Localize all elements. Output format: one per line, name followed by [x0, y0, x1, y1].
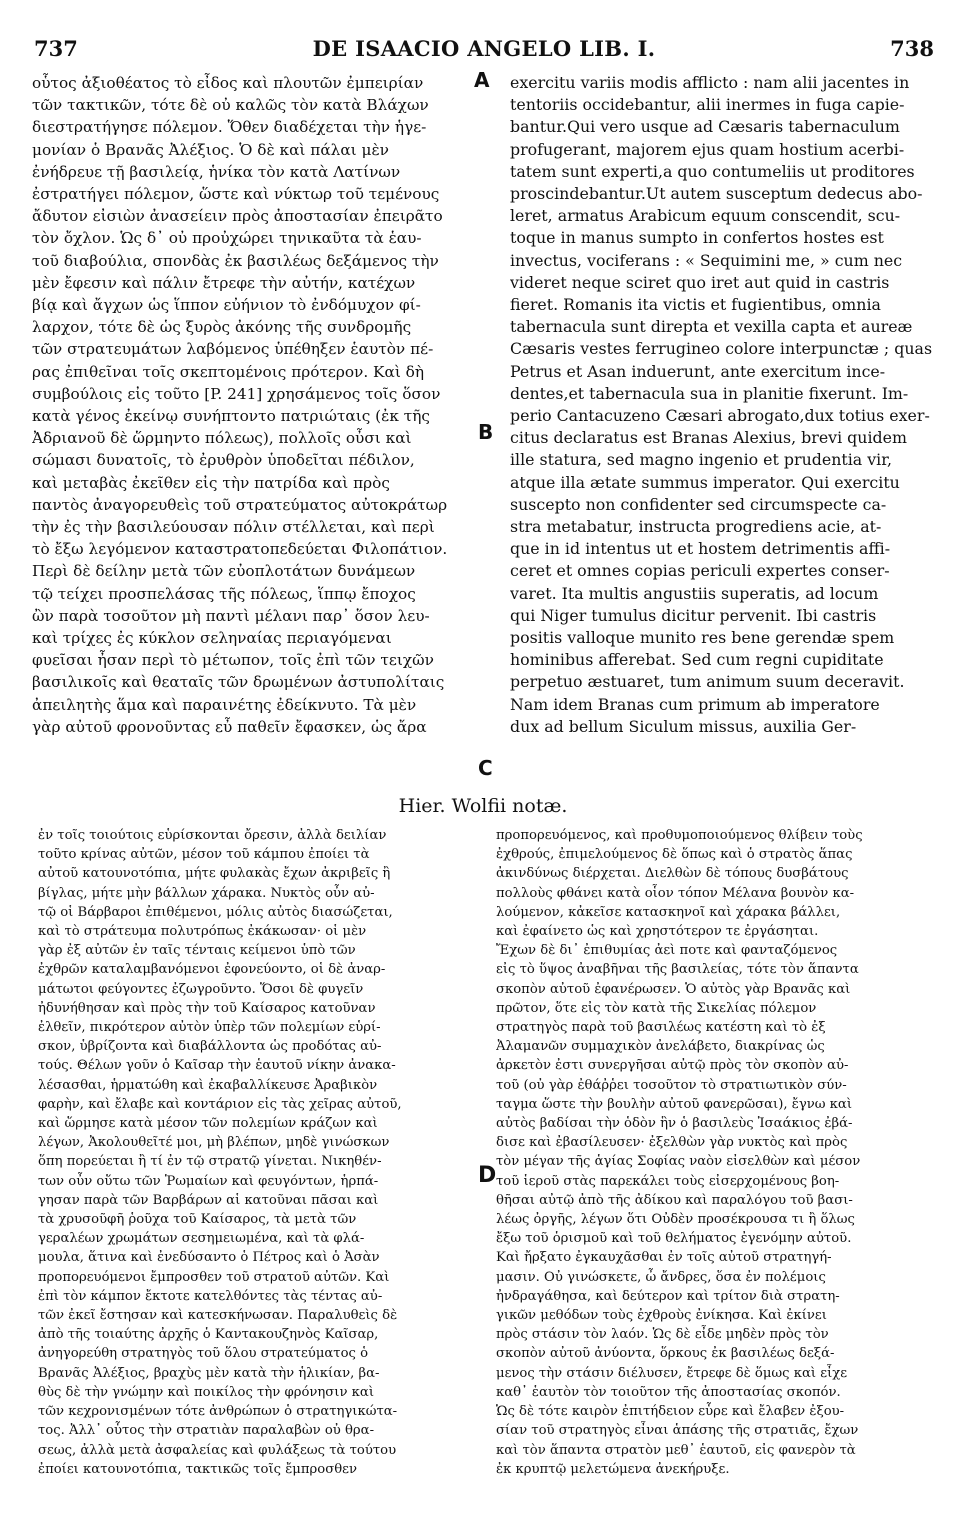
notes-text-line: των οὖν οὕτω τῶν Ῥωμαίων καὶ φευγόντων, ἡρπά- — [38, 1173, 379, 1189]
greek-text-line: μονίαν ὁ Βρανᾶς Ἀλέξιος. Ὁ δὲ καὶ πάλαι μὲν — [32, 140, 389, 159]
latin-text-line: videret neque sciret quo iret aut quid in castris — [510, 272, 890, 292]
latin-text-line: Cæsaris vestes ferrugineo colore interpunctæ ; quas — [510, 339, 933, 359]
notes-text-line: τοῦ ἱεροῦ στὰς παρεκάλει τοὺς εἰσερχομένους βοη- — [496, 1173, 840, 1189]
greek-text-line: συμβούλοις εἰς τοῦτο [P. 241] χρησάμενος τοῖς ὅσον — [32, 384, 441, 403]
notes-text-line: σκοπὸν αὐτοῦ ἀνύοντα, ὅρκους ἐκ βασιλέως δεξά- — [496, 1346, 835, 1362]
notes-text-line: στρατηγὸς παρὰ τοῦ βασιλέως κατέστη καὶ τὸ ἐξ — [496, 1020, 826, 1036]
section-marker-d: D — [478, 1163, 497, 1188]
notes-text-line: ἐπὶ τὸν κάμπον ἔκτοτε κατελθόντες τὰς τέντας αὐ- — [38, 1288, 383, 1304]
section-marker-c: C — [478, 756, 493, 780]
notes-text-line: πρὸς στάσιν τὸν λαόν. Ὡς δὲ εἶδε μηδὲν πρὸς τὸν — [496, 1327, 829, 1343]
greek-text-line: κατὰ γένος ἐκείνῳ συνήπτοντο πατριώταις (ἐκ τῆς — [32, 407, 430, 426]
greek-text-line: ὢν παρὰ τοσοῦτον μὴ παντὶ μέλανι παρ᾽ ὅσον λευ- — [32, 606, 430, 625]
notes-text-line: Ἔχων δὲ δι᾽ ἐπιθυμίας ἀεὶ ποτε καὶ φανταζόμενος — [496, 943, 838, 959]
notes-text-line: καὶ ὥρμησε κατὰ μέσον τῶν πολεμίων κράζων καὶ — [38, 1116, 378, 1132]
notes-text-line: τὸν μέγαν τῆς ἁγίας Σοφίας ναὸν εἰσελθὼν καὶ μέσον — [496, 1154, 861, 1170]
notes-text-line: τῶν ἐκεῖ ἔστησαν καὶ κατεσκήνωσαν. Παραλυθεὶς δὲ — [38, 1308, 398, 1324]
latin-text-line: toque in manus sumpto in confertos hostes est — [510, 228, 884, 248]
notes-text-line: γὰρ ἐξ αὐτῶν ἐν ταῖς τένταις κείμενοι ὑπὸ τῶν — [38, 943, 356, 959]
notes-text-line: αὐτοῦ κατουνοτόπια, μήτε φυλακὰς ἔχων ἀκριβεῖς ἢ — [38, 866, 391, 882]
notes-text-line: γεραλέων χρωμάτων σεσημειωμένα, καὶ τὰ φλά- — [38, 1231, 365, 1247]
greek-text-line: οὗτος ἀξιοθέατος τὸ εἶδος καὶ πλουτῶν ἐμπειρίαν — [32, 74, 424, 92]
notes-text-line: ἐλθεῖν, πικρότερον αὐτὸν ὑπὲρ τῶν πολεμίων εὑρί- — [38, 1020, 381, 1036]
latin-text-line: proscindebantur.Ut autem susceptum dedecus abo- — [510, 184, 923, 204]
notes-text-line: Καὶ ἤρξατο ἐγκαυχᾶσθαι ἐν τοῖς αὐτοῦ στρατηγή- — [496, 1250, 832, 1266]
notes-text-line: προπορευόμενοι ἔμπροσθεν τοῦ στρατοῦ αὐτῶν. Καὶ — [38, 1269, 390, 1285]
notes-text-line: γησαν παρὰ τῶν Βαρβάρων αἱ κατοῦναι πᾶσαι καὶ — [38, 1192, 379, 1208]
latin-text-line: profugerant, majorem ejus quam hostium acerbi- — [510, 139, 905, 159]
greek-text-line: σώμασι δυνατοῖς, τὸ ἐρυθρὸν ὑποδεῖται πέδιλον, — [32, 451, 415, 470]
greek-text-line: τὸ ἔξω λεγόμενον καταστρατοπεδεύεται Φιλοπάτιον. — [32, 540, 448, 559]
notes-text-line: ἐχθρῶν καταλαμβανόμενοι ἐφονεύοντο, οἱ δὲ ἀναρ- — [38, 962, 386, 978]
notes-text-line: φαρὴν, καὶ ἔλαβε καὶ κοντάριον εἰς τὰς χεῖρας αὐτοῦ, — [38, 1096, 402, 1112]
notes-text-line: προπορευόμενος, καὶ προθυμοποιούμενος θλίβειν τοὺς — [496, 828, 863, 843]
latin-text-line: dentes,et tabernacula sua in planitie fixerunt. Im- — [510, 383, 909, 403]
notes-text-line: θὺς δὲ τὴν γνώμην καὶ ποικίλος τὴν φρόνησιν καὶ — [38, 1384, 375, 1400]
greek-text-line: γὰρ αὐτοῦ φρονοῦντας εὖ παθεῖν ἔφασκεν, ὡς ἄρα — [32, 717, 427, 736]
notes-text-line: γικῶν μεθόδων τοὺς ἐχθροὺς ἐνίκησα. Καὶ ἐκίνει — [496, 1308, 827, 1324]
notes-text-line: ἀκινδύνως διέρχεται. Διελθὼν δὲ τόπους δυσβάτους — [496, 866, 849, 882]
notes-text-line: λέσασθαι, ἡρματώθη καὶ ἐκαβαλλίκευσε Ἀραβικὸν — [38, 1077, 378, 1093]
notes-text-line: καὶ ἐφαίνετο ὡς καὶ χρηστότερον τε ἐργάσηται. — [496, 924, 819, 940]
greek-text-line: Ἀδριανοῦ δὲ ὥρμηντο πόλεως), πολλοῖς οὖσι καὶ — [32, 429, 412, 448]
greek-text-line: βασιλικοῖς καὶ θεαταῖς τῶν δρωμένων ἀστυπολίταις — [32, 673, 445, 692]
notes-text-line: καὶ τὸν ἅπαντα στρατὸν μεθ᾽ ἑαυτοῦ, εἰς φανερὸν τὰ — [496, 1442, 856, 1458]
page-number-right: 738 — [890, 36, 934, 61]
notes-text-line: σκον, ὑβρίζοντα καὶ διαβάλλοντα ὡς προδότας αὐ- — [38, 1039, 382, 1055]
notes-text-line: τοῦτο κρίνας αὐτῶν, μέσον τοῦ κάμπου ἐποίει τὰ — [38, 847, 370, 863]
latin-text-line: qui Niger tumulus dicitur pervenit. Ibi castris — [510, 605, 877, 625]
latin-text-line: Petrus et Asan induerunt, ante exercitum ince- — [510, 361, 886, 381]
notes-text-line: ἔξω τοῦ ὁρισμοῦ καὶ τοῦ θελήματος ἐγενόμην αὐτοῦ. — [496, 1231, 852, 1247]
notes-text-line: μάτωτοι φεύγοντες ἐζωγροῦντο. Ὅσοι δὲ φυγεῖν — [38, 981, 364, 997]
notes-text-line: ἐκ κρυπτῷ μελετώμενα ἀνεκήρυξε. — [496, 1461, 730, 1477]
notes-text-line: σκοπὸν αὐτοῦ ἐφανέρωσεν. Ὁ αὐτὸς γὰρ Βρανᾶς καὶ — [496, 981, 851, 997]
notes-text-line: τῶν κεχρονισμένων τότε ἀνθρώπων ὁ στρατηγικώτα- — [38, 1404, 398, 1420]
latin-text-line: perio Cantacuzeno Cæsari abrogato,dux totius exer- — [510, 406, 930, 426]
greek-text-column — [32, 72, 467, 738]
greek-text-line: τὴν ἐς τὴν βασιλεύουσαν πόλιν στέλλεται, καὶ περὶ — [32, 518, 435, 537]
notes-text-line: τῷ οἱ Βάρβαροι ἐπιθέμενοι, μόλις αὐτὸς διασώζεται, — [38, 904, 393, 920]
latin-text-line: bantur.Qui vero usque ad Cæsaris tabernaculum — [510, 117, 900, 137]
latin-translation-column — [510, 72, 940, 738]
notes-text-line: Ὡς δὲ τότε καιρὸν ἐπιτήδειον εὗρε καὶ ἔλαβεν ἐξου- — [496, 1404, 845, 1420]
latin-text-line: hominibus afferebat. Sed cum regni cupiditate — [510, 650, 884, 670]
notes-text-line: πολλοὺς φθάνει κατὰ οἷον τόπον Μέλανα βουνὸν κα- — [496, 885, 855, 901]
latin-text-line: positis valloque munito res bene gerendæ spem — [510, 628, 895, 648]
latin-text-line: tatem sunt experti,a quo contumeliis ut proditores — [510, 161, 915, 181]
greek-text-line: ρας ἐπιθεῖναι τοῖς σκεπτομένοις πρότερον. Καὶ δὴ — [32, 362, 425, 381]
latin-text-line: Nam idem Branas cum primum ab imperatore — [510, 694, 880, 714]
section-marker-b: B — [478, 420, 494, 444]
greek-text-line: καὶ μεταβὰς ἐκεῖθεν εἰς τὴν πατρίδα καὶ πρὸς — [32, 473, 390, 492]
notes-text-line: ἠδυνήθησαν καὶ πρὸς τὴν τοῦ Καίσαρος κατοῦναν — [38, 1000, 376, 1016]
notes-left-column — [38, 826, 476, 1479]
notes-text-line: ἀρκετὸν ἐστι συνεργῆσαι αὐτῷ πρὸς τὸν σκοπὸν αὐ- — [496, 1058, 849, 1074]
notes-text-line: ἠνδραγάθησα, καὶ δεύτερον καὶ τρίτον διὰ στρατη- — [496, 1288, 840, 1304]
notes-text-line: θῆσαι αὐτῷ ἀπὸ τῆς ἀδίκου καὶ παραλόγου τοῦ βασι- — [496, 1192, 853, 1208]
greek-text-line: μὲν ἔφεσιν καὶ πάλιν ἔτρεφε τὴν αὐτήν, κατέχων — [32, 273, 416, 292]
latin-text-line: atque illa ætate summus imperator. Qui exercitu — [510, 472, 900, 492]
latin-text-line: suscepto non confidenter sed circumspecte ca- — [510, 494, 887, 514]
notes-text-line: λούμενον, κἀκεῖσε κατασκηνοῖ καὶ χάρακα βάλλει, — [496, 904, 841, 920]
notes-heading: Hier. Wolfii notæ. — [398, 795, 568, 817]
latin-text-line: ceret et omnes copias periculi expertes conser- — [510, 561, 890, 581]
notes-text-line: ἀπὸ τῆς τοιαύτης ἀρχῆς ὁ Καντακουζηνὸς Καῖσαρ, — [38, 1327, 379, 1343]
notes-text-line: ἐχθρούς, ἐπιμελούμενος δὲ ὅπως καὶ ὁ στρατὸς ἅπας — [496, 847, 853, 863]
notes-text-line: ἐποίει κατουνοτόπια, τακτικῶς τοῖς ἔμπροσθεν — [38, 1461, 358, 1477]
notes-text-line: τος. Ἀλλ᾽ οὗτος τὴν στρατιὰν παραλαβὼν οὐ θρα- — [38, 1423, 375, 1439]
greek-text-line: ἐστρατήγει πόλεμον, ὥστε καὶ νύκτωρ τοῦ τεμένους — [32, 185, 440, 204]
greek-text-line: τὸν ὄχλον. Ὡς δ᾽ οὐ προὐχώρει τηνικαῦτα τὰ ἑαυ- — [32, 229, 422, 248]
notes-text-line: αὐτὸς βαδίσαι τὴν ὁδὸν ἣν ὁ βασιλεὺς Ἰσαάκιος ἐβά- — [496, 1116, 853, 1132]
greek-text-line: φυεῖσαι ἦσαν περὶ τὸ μέτωπον, τοῖς ἐπὶ τῶν τειχῶν — [32, 651, 434, 670]
notes-text-line: καὶ τὸ στράτευμα πολυτρόπως ἐκάκωσαν· οἱ μὲν — [38, 924, 367, 940]
notes-text-line: σίαν τοῦ στρατηγὸς εἶναι ἁπάσης τῆς στρατιᾶς, ἔχων — [496, 1423, 859, 1439]
notes-text-line: μασιν. Οὐ γινώσκετε, ὦ ἄνδρες, ὅσα ἐν πολέμοις — [496, 1269, 826, 1285]
notes-text-line: πρῶτον, ὅτε εἰς τὸν κατὰ τῆς Σικελίας πόλεμον — [496, 1000, 817, 1016]
latin-text-line: leret, armatus Arabicum equum conscendit, scu- — [510, 206, 901, 226]
notes-text-line: ἐν τοῖς τοιούτοις εὑρίσκονται ὄρεσιν, ἀλλὰ δειλίαν — [38, 828, 387, 843]
notes-text-line: ταγμα ὥστε τὴν βουλὴν αὐτοῦ φανερῶσαι), ἔγνω καὶ — [496, 1096, 852, 1112]
latin-text-line: invectus, vociferans : « Sequimini me, » cum nec — [510, 250, 903, 270]
notes-text-line: εἰς τὸ ὕψος ἀναβῆναι τῆς βασιλείας, τότε τὸν ἅπαντα — [496, 962, 859, 978]
greek-text-line: λαρχον, τότε δὲ ὡς ξυρὸς ἀκόνης τῆς συνδρομῆς — [32, 318, 412, 337]
latin-text-line: perpetuo æstuaret, tum animum suum deceravit. — [510, 672, 905, 692]
latin-text-line: stra metabatur, instructa progrediens acie, at- — [510, 517, 882, 537]
latin-text-line: ille statura, sed magno ingenio et prudentia vir, — [510, 450, 893, 470]
greek-text-line: παντὸς ἀναγορευθεὶς τοῦ στρατεύματος αὐτοκράτωρ — [32, 495, 448, 514]
greek-text-line: διεστρατήγησε πόλεμον. Ὅθεν διαδέχεται τὴν ἡγε- — [32, 118, 427, 137]
notes-text-line: τούς. Θέλων γοῦν ὁ Καῖσαρ τὴν ἑαυτοῦ νίκην ἀνακα- — [38, 1058, 396, 1074]
latin-text-line: exercitu variis modis afflicto : nam alii jacentes in — [510, 73, 910, 92]
notes-text-line: μενος τὴν στάσιν διέλυσεν, ἔτρεφε δὲ ὅμως καὶ εἶχε — [496, 1365, 848, 1381]
greek-text-line: ἐνήδρευε τῇ βασιλείᾳ, ἡνίκα τὸν κατὰ Λατίνων — [32, 162, 401, 181]
notes-text-line: λέγων, Ἀκολουθεῖτέ μοι, μὴ βλέπων, μηδὲ γινώσκων — [38, 1135, 390, 1151]
page-number-left: 737 — [34, 36, 78, 61]
notes-right-column — [496, 826, 936, 1479]
section-marker-a: A — [474, 68, 490, 92]
notes-text-line: σεως, ἀλλὰ μετὰ ἀσφαλείας καὶ φυλάξεως τὰ τούτου — [38, 1442, 397, 1458]
greek-text-line: καὶ τρίχες ἐς κύκλον σεληναίας περιαγόμεναι — [32, 629, 392, 648]
latin-text-line: tentoriis occidebantur, alii inermes in fuga capie- — [510, 95, 905, 115]
notes-text-line: Ἀλαμανῶν συμμαχικὸν ἀνελάβετο, διακρίνας ὡς — [496, 1039, 825, 1055]
notes-text-line: βίγλας, μήτε μὴν βάλλων χάρακα. Νυκτὸς οὖν αὐ- — [38, 885, 375, 901]
notes-text-line: τοῦ (οὐ γὰρ ἐθάῤῥει τοσοῦτον τὸ στρατιωτικὸν σύν- — [496, 1077, 847, 1093]
latin-text-line: citus declaratus est Branas Alexius, brevi quidem — [510, 428, 907, 448]
notes-text-line: ὅπη πορεύεται ἢ τί ἐν τῷ στρατῷ γίνεται. Νικηθέν- — [38, 1154, 382, 1170]
running-title: DE ISAACIO ANGELO LIB. I. — [312, 36, 656, 61]
notes-text-line: τὰ χρυσοῦφῆ ῥοῦχα τοῦ Καίσαρος, τὰ μετὰ τῶν — [38, 1212, 357, 1228]
notes-text-line: καθ᾽ ἑαυτὸν τὸν τοιοῦτον τῆς ἀποστασίας σκοπόν. — [496, 1384, 841, 1400]
notes-text-line: μουλα, ἅτινα καὶ ἐνεδύσαντο ὁ Πέτρος καὶ ὁ Ἀσὰν — [38, 1250, 380, 1266]
greek-text-line: τῷ τείχει προσπελάσας τῆς πόλεως, ἵππῳ ἔποχος — [32, 584, 416, 603]
greek-text-line: τῶν στρατευμάτων λαβόμενος ὑπέθηξεν ἑαυτὸν πέ- — [32, 340, 434, 359]
notes-text-line: δισε καὶ ἐβασίλευσεν· ἐξελθὼν γὰρ νυκτὸς καὶ πρὸς — [496, 1135, 848, 1151]
page-header — [34, 36, 934, 64]
greek-text-line: Περὶ δὲ δείλην μετὰ τῶν εὐοπλοτάτων δυνάμεων — [32, 562, 416, 581]
greek-text-line: ἄδυτον εἰσιὼν ἀνασείειν πρὸς ἀποστασίαν ἐπειρᾶτο — [32, 207, 443, 226]
greek-text-line: τῶν τακτικῶν, τότε δὲ οὐ καλῶς τὸν κατὰ Βλάχων — [32, 96, 429, 115]
latin-text-line: que in id intentus ut et hostem detrimentis affi- — [510, 539, 891, 559]
notes-text-line: Βρανᾶς Ἀλέξιος, βραχὺς μὲν κατὰ τὴν ἡλικίαν, βα- — [38, 1365, 380, 1381]
latin-text-line: fieret. Romanis ita victis et fugientibus, omnia — [510, 295, 881, 315]
greek-text-line: ἀπειλητὴς ἅμα καὶ παραινέτης ἐδείκνυτο. Τὰ μὲν — [32, 695, 417, 714]
latin-text-line: varet. Ita multis angustiis superatis, ad locum — [510, 583, 879, 603]
latin-text-line: tabernacula sunt direpta et vexilla capta et aureæ — [510, 317, 913, 337]
latin-text-line: dux ad bellum Siculum missus, auxilia Ger- — [510, 716, 857, 736]
notes-text-line: ἀνηγορεύθη στρατηγὸς τοῦ ὅλου στρατεύματος ὁ — [38, 1346, 369, 1362]
greek-text-line: βίᾳ καὶ ἄγχων ὡς ἵππον εὐήνιον τὸ ἐνδόμυχον φί- — [32, 296, 421, 315]
notes-text-line: λέως ὀργῆς, λέγων ὅτι Οὐδὲν προσέκρουσα τι ἢ ὅλως — [496, 1212, 855, 1228]
greek-text-line: τοῦ διαβούλια, σπονδὰς ἐκ βασιλέως δεξάμενος τὴν — [32, 251, 439, 270]
